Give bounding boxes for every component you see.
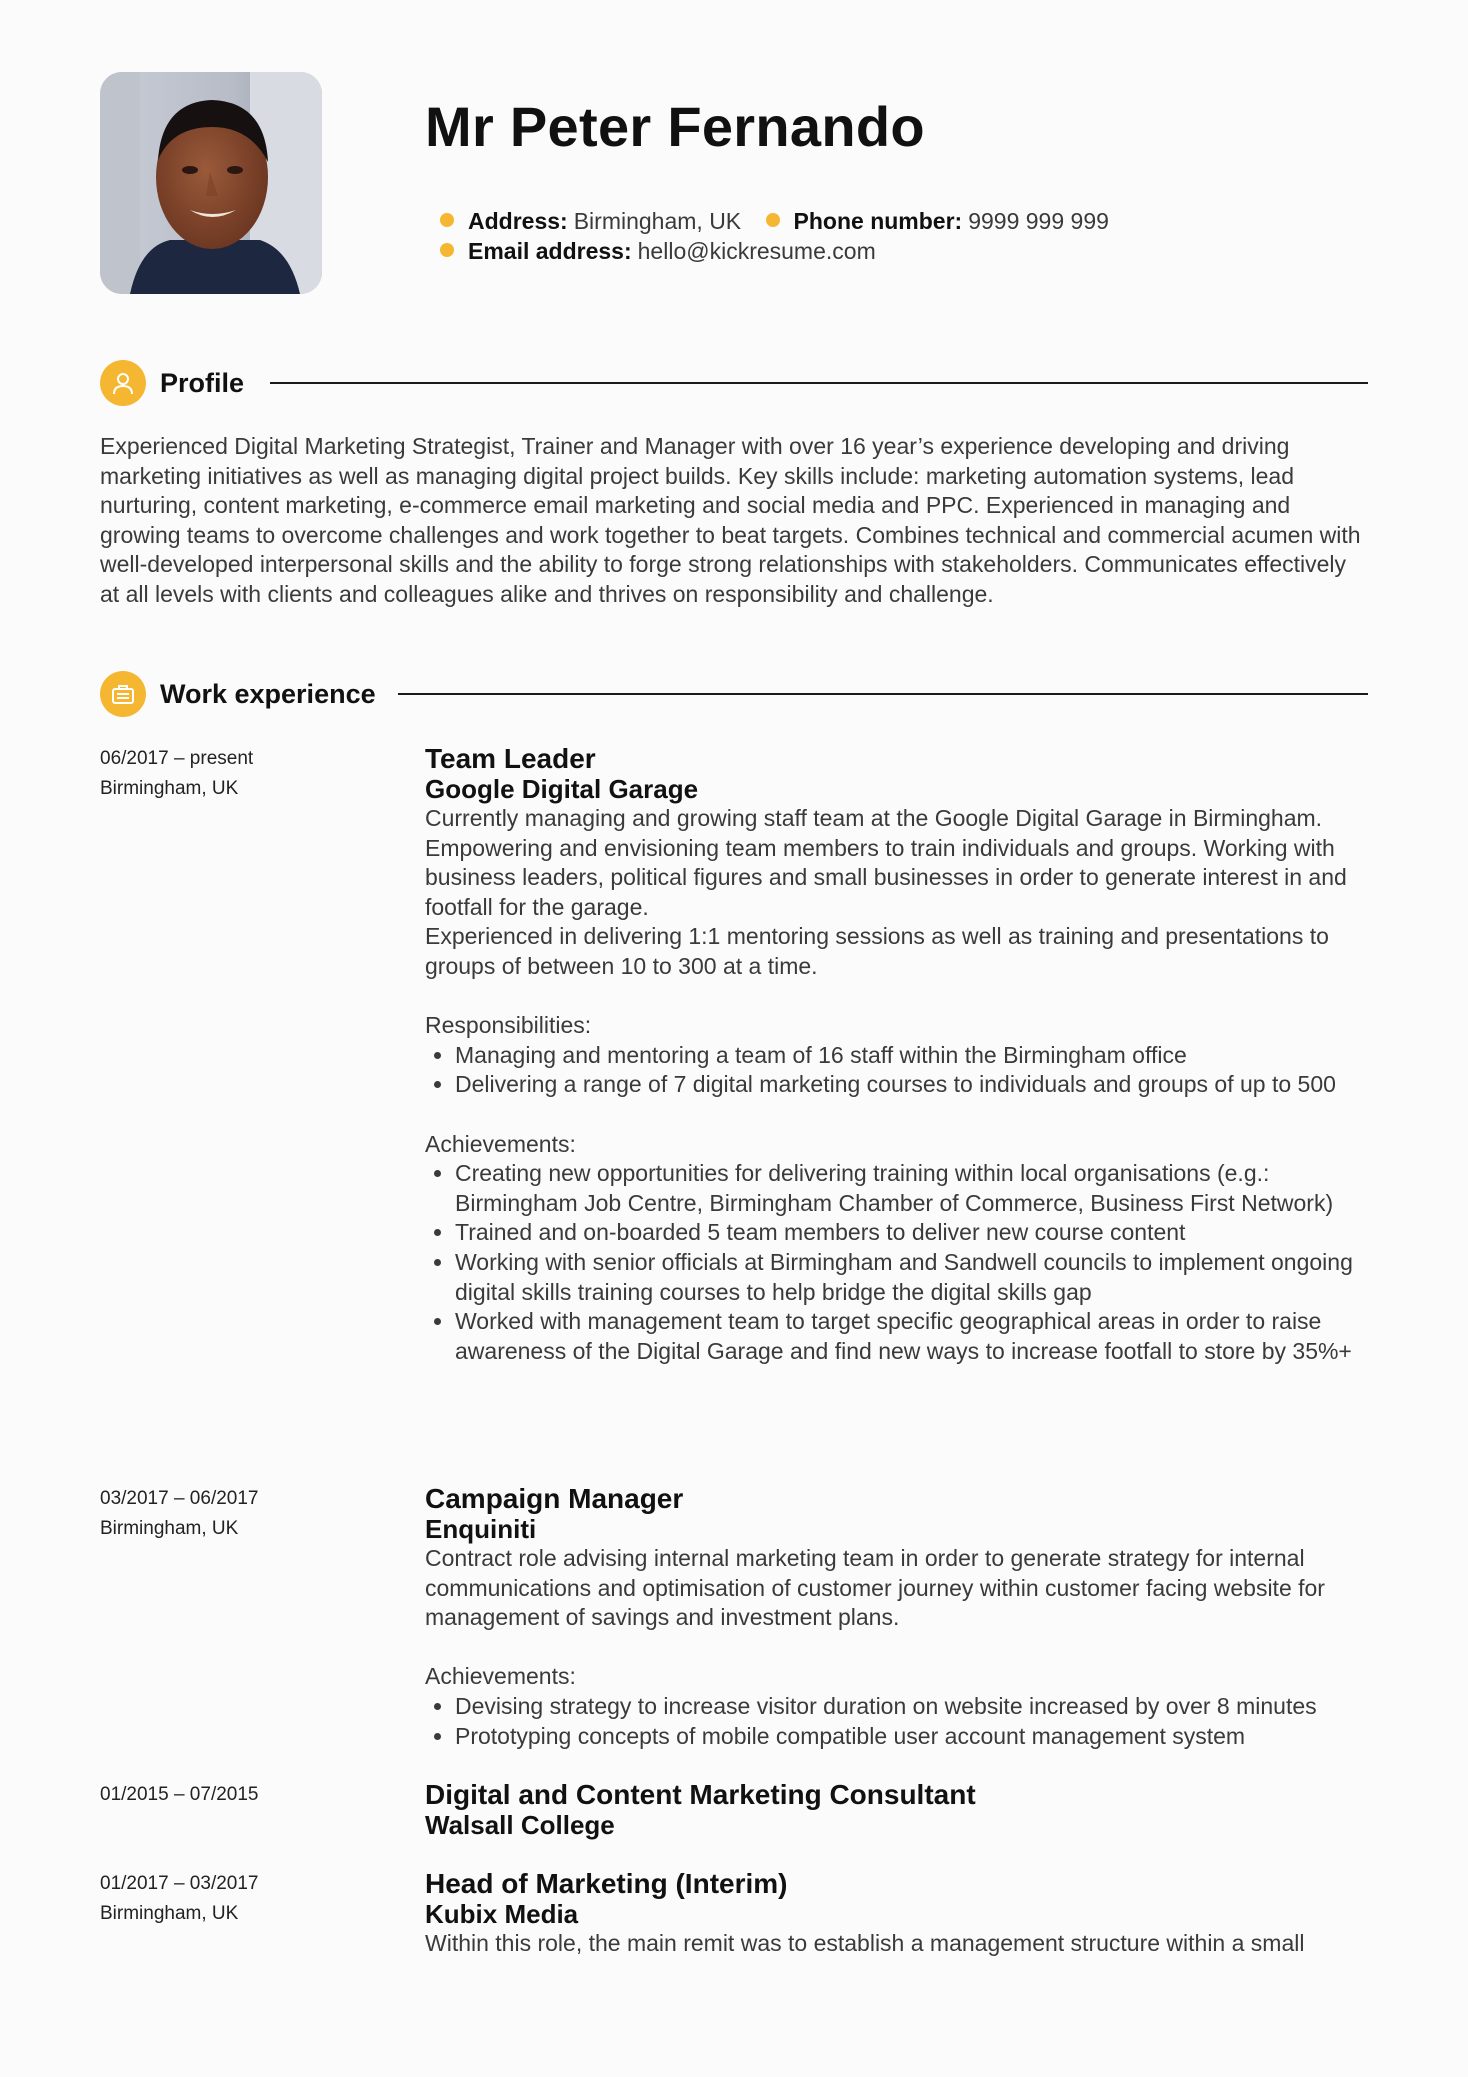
address-value: Birmingham, UK xyxy=(573,208,742,234)
phone-label: Phone number: xyxy=(793,208,963,234)
contact-row-1 xyxy=(440,206,1127,236)
section-divider xyxy=(270,382,1368,384)
job-entry xyxy=(425,744,1370,1366)
job-dates: 01/2017 – 03/2017 xyxy=(100,1873,259,1894)
job-title: Head of Marketing (Interim) xyxy=(425,1868,788,1899)
job-meta xyxy=(100,1484,259,1544)
job-company: Kubix Media xyxy=(425,1899,579,1929)
job-entry xyxy=(425,1869,1370,1959)
bullet-dot-icon xyxy=(440,213,454,227)
work-section-heading xyxy=(100,671,1368,717)
job-title: Team Leader xyxy=(425,743,596,774)
bullet-dot-icon xyxy=(440,243,454,257)
achievements-label: Achievements: xyxy=(425,1130,576,1157)
list-item: • Managing and mentoring a team of 16 staff within the Birmingham office xyxy=(455,1041,1370,1071)
profile-section-heading xyxy=(100,360,1368,406)
job-title: Campaign Manager xyxy=(425,1483,684,1514)
job-description: Contract role advising internal marketing team in order to generate strategy for internal communications and optimisation of customer journey within customer facing website for management of savings and investment plans. xyxy=(425,1545,1325,1631)
list-item: • Prototyping concepts of mobile compatible user account management system xyxy=(455,1722,1370,1752)
achievements-list xyxy=(425,1159,1370,1366)
address-label: Address: xyxy=(468,208,568,234)
job-description-extra: Experienced in delivering 1:1 mentoring sessions as well as training and presentations to groups of between 10 to 300 at a time. xyxy=(425,923,1329,979)
job-dates: 03/2017 – 06/2017 xyxy=(100,1488,259,1509)
candidate-name: Mr Peter Fernando xyxy=(425,95,925,158)
job-entry xyxy=(425,1484,1370,1751)
email-item xyxy=(440,236,876,266)
profile-summary: Experienced Digital Marketing Strategist, Trainer and Manager with over 16 year’s experience developing and driving marketing initiatives as well as managing digital project builds. Key skills include: marketing automation systems, lead nurturing, content marketing, e-commerce email marketing and social media and PPC. Experienced in managing and growing teams to overcome challenges and work together to beat targets. Combines technical and commercial acumen with well-developed interpersonal skills and the ability to forge strong relationships with stakeholders. Communicates effectively at all levels with clients and colleagues alike and thrives on responsibility and challenge. xyxy=(100,433,1361,607)
profile-heading: Profile xyxy=(160,368,245,398)
phone-item xyxy=(766,206,1109,236)
job-title: Digital and Content Marketing Consultant xyxy=(425,1779,976,1810)
job-meta xyxy=(100,1780,259,1810)
achievements-list xyxy=(425,1692,1370,1751)
job-meta xyxy=(100,744,253,804)
bullet-dot-icon xyxy=(766,213,780,227)
list-item: • Trained and on-boarded 5 team members to deliver new course content xyxy=(455,1218,1370,1248)
achievements-label: Achievements: xyxy=(425,1663,576,1690)
person-icon xyxy=(100,360,146,406)
email-label: Email address: xyxy=(468,238,632,264)
job-dates: 01/2015 – 07/2015 xyxy=(100,1784,259,1805)
job-entry xyxy=(425,1780,1370,1840)
list-item: • Worked with management team to target specific geographical areas in order to raise awareness of the Digital Garage and find new ways to increase footfall to store by 35%+ xyxy=(455,1307,1370,1366)
list-item: • Working with senior officials at Birmingham and Sandwell councils to implement ongoing digital skills training courses to help bridge the digital skills gap xyxy=(455,1248,1370,1307)
list-item: • Creating new opportunities for delivering training within local organisations (e.g.: Birmingham Job Centre, Birmingham Chamber of Commerce, Business First Network) xyxy=(455,1159,1370,1218)
job-company: Enquiniti xyxy=(425,1514,537,1544)
responsibilities-list xyxy=(425,1041,1370,1100)
list-item: • Delivering a range of 7 digital marketing courses to individuals and groups of up to 500 xyxy=(455,1070,1370,1100)
job-dates: 06/2017 – present xyxy=(100,748,254,769)
job-description: Currently managing and growing staff team at the Google Digital Garage in Birmingham. Empowering and envisioning team members to train individuals and groups. Working with business leaders, political figures and small businesses in order to generate interest in and footfall for the garage. xyxy=(425,805,1347,920)
job-description: Within this role, the main remit was to establish a management structure within a small xyxy=(425,1930,1305,1956)
address-item xyxy=(440,206,741,236)
section-divider xyxy=(398,693,1368,695)
responsibilities-label: Responsibilities: xyxy=(425,1012,592,1039)
list-item: • Devising strategy to increase visitor duration on website increased by over 8 minutes xyxy=(455,1692,1370,1722)
work-heading: Work experience xyxy=(160,679,376,709)
job-location: Birmingham, UK xyxy=(100,1518,239,1539)
email-value: hello@kickresume.com xyxy=(637,238,876,264)
job-company: Walsall College xyxy=(425,1810,615,1840)
profile-photo xyxy=(100,72,322,294)
job-location: Birmingham, UK xyxy=(100,778,239,799)
phone-value: 9999 999 999 xyxy=(968,208,1109,234)
briefcase-icon xyxy=(100,671,146,717)
avatar xyxy=(100,72,322,294)
job-location: Birmingham, UK xyxy=(100,1903,239,1924)
contact-row-2 xyxy=(440,236,894,266)
job-meta xyxy=(100,1869,259,1929)
job-company: Google Digital Garage xyxy=(425,774,699,804)
